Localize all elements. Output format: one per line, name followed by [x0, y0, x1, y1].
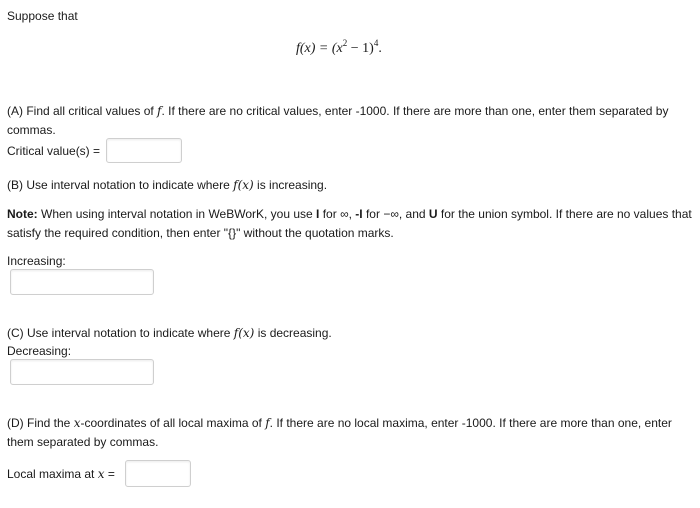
formula-exponent-inner: 2 [342, 38, 348, 48]
local-maxima-label [7, 466, 115, 482]
part-a-text-after: . If there are no critical values, enter -1000. If there are more than one, enter them separated by commas. [7, 104, 669, 137]
local-maxima-label-text: Local maxima at [7, 467, 98, 481]
part-c-text-after: is decreasing. [254, 326, 332, 340]
part-a-math-f: f [157, 104, 162, 118]
part-a-question [7, 102, 695, 140]
formula-exponent-outer: 4 [373, 38, 379, 48]
part-c-question [7, 325, 332, 341]
part-b-text-before: (B) Use interval notation to indicate where [7, 178, 234, 192]
intro-text: Suppose that [7, 9, 78, 23]
part-b-text-after: is increasing. [253, 178, 328, 192]
increasing-input[interactable] [10, 269, 154, 295]
part-d-question [7, 414, 695, 452]
critical-values-label: Critical value(s) = [7, 144, 101, 158]
part-b-math-fx: f(x) [233, 178, 254, 192]
part-d-math-x: x [73, 416, 81, 430]
note-label: Note: [7, 207, 38, 221]
part-c-text-before: (C) Use interval notation to indicate where [7, 326, 234, 340]
part-d-text-mid: -coordinates of all local maxima of [80, 416, 266, 430]
part-d-text-after: . If there are no local maxima, enter -1000. If there are more than one, enter them separated by commas. [7, 416, 672, 449]
note-union-symbol: U [428, 207, 438, 221]
local-maxima-input[interactable] [125, 460, 191, 487]
decreasing-label: Decreasing: [7, 344, 72, 358]
local-maxima-label-equals: = [104, 467, 115, 481]
part-d-text-before: (D) Find the [7, 416, 74, 430]
formula-middle: − 1) [347, 41, 374, 56]
part-d-math-f: f [265, 416, 270, 430]
formula-end: . [378, 41, 382, 56]
note-text-3: for −∞, and [362, 207, 429, 221]
interval-notation-note [7, 205, 695, 243]
decreasing-input[interactable] [10, 359, 154, 385]
part-b-question [7, 177, 327, 193]
note-text-1: When using interval notation in WeBWorK, you use [37, 207, 317, 221]
local-maxima-math-x: x [97, 467, 105, 481]
part-c-math-fx: f(x) [233, 326, 255, 340]
note-text-2: for ∞, [319, 207, 356, 221]
note-text-4: for the union symbol. If there are no values that satisfy the required condition, then enter "{}" without the quotation marks. [7, 207, 692, 240]
increasing-label: Increasing: [7, 254, 66, 268]
function-formula [296, 38, 382, 57]
note-infinity-symbol: I [316, 207, 320, 221]
critical-values-input[interactable] [106, 138, 182, 163]
formula-lhs: f(x) = (x [296, 41, 343, 56]
part-a-text-before: (A) Find all critical values of [7, 104, 158, 118]
note-neg-infinity-symbol: -I [355, 207, 363, 221]
